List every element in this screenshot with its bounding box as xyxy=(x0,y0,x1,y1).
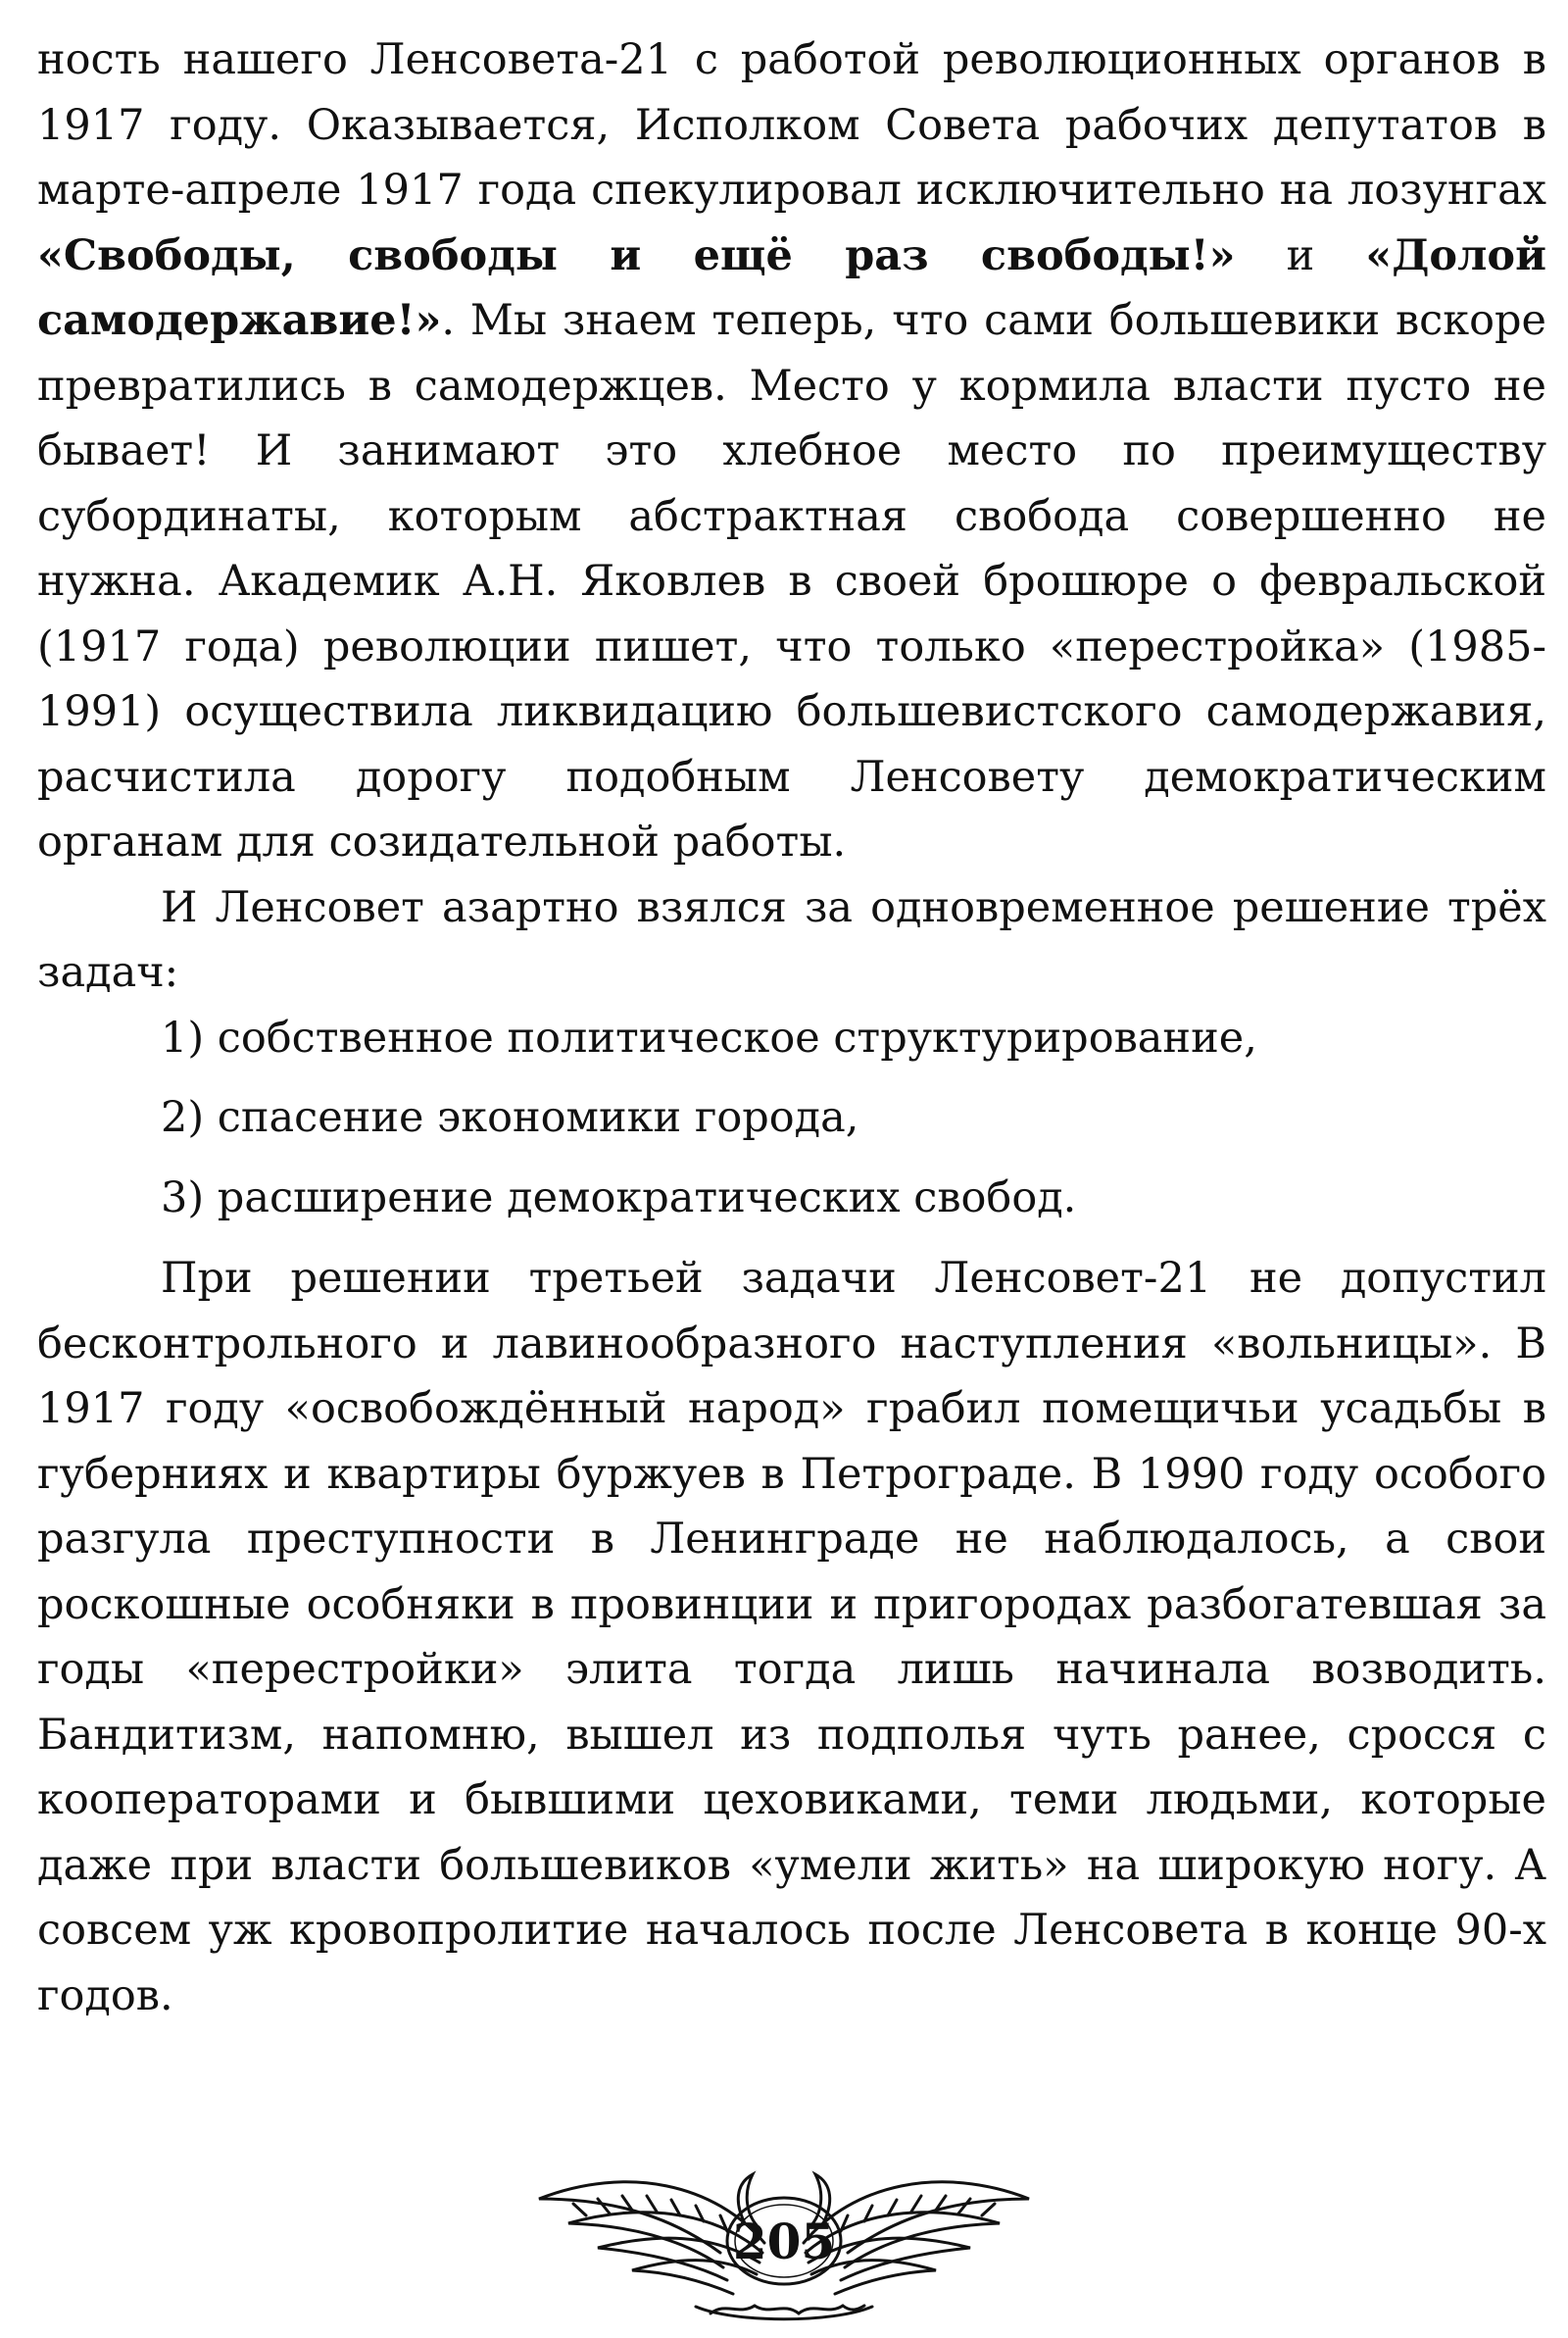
winged-ornament-icon xyxy=(500,2106,1068,2331)
list-item: 1) собственное политическое структурирование, xyxy=(161,1013,1257,1063)
list-item: 3) расширение демократических свобод. xyxy=(161,1172,1077,1222)
page-footer xyxy=(0,2106,1568,2331)
slogan-down-with-autocracy: «Долой самодержавие!» xyxy=(37,230,1547,345)
paragraph-1-conjunction: и xyxy=(1235,230,1366,280)
paragraph-1-text-end: . Мы знаем теперь, что сами большевики вскоре превратились в самодержцев. Место у кормила власти пусто не бывает! И занимают это хлебное место по преимуществу субординаты, которым абстрактная свобода совершенно не нужна. Академик А.Н. Яковлев в своей брошюре о февральской (1917 года) революции пишет, что только «перестройка» (1985-1991) осуществила ликвидацию большевистского самодержавия, расчистила дорогу подобным Ленсовету демократическим органам для созидательной работы. xyxy=(37,296,1546,867)
paragraph-2: И Ленсовет азартно взялся за одновременное решение трёх задач: xyxy=(37,882,1546,997)
task-list xyxy=(37,1006,1546,1231)
page-body xyxy=(37,27,1546,2028)
page-number: 205 xyxy=(732,2213,836,2270)
paragraph-1-text-start: ность нашего Ленсовета-21 с работой революционных органов в 1917 году. Оказывается, Исполком Совета рабочих депутатов в марте-апреле 1917 года спекулировал исключительно на лозунгах xyxy=(37,35,1546,215)
paragraph-1 xyxy=(37,27,1546,875)
paragraph-3: При решении третьей задачи Ленсовет-21 не допустил бесконтрольного и лавинообразного наступления «вольницы». В 1917 году «освобождённый народ» грабил помещичьи усадьбы в губерниях и квартиры буржуев в Петрограде. В 1990 году особого разгула преступности в Ленинграде не наблюдалось, а свои роскошные особняки в провинции и пригородах разбогатевшая за годы «перестройки» элита тогда лишь начинала возводить. Бандитизм, напомню, вышел из подполья чуть ранее, сросся с кооператорами и бывшими цеховиками, теми людьми, которые даже при власти большевиков «умели жить» на широкую ногу. А совсем уж кровопролитие началось после Ленсовета в конце 90-х годов. xyxy=(37,1254,1546,2020)
list-item: 2) спасение экономики города, xyxy=(161,1093,859,1142)
slogan-freedom: «Свободы, свободы и ещё раз свободы!» xyxy=(37,230,1236,280)
